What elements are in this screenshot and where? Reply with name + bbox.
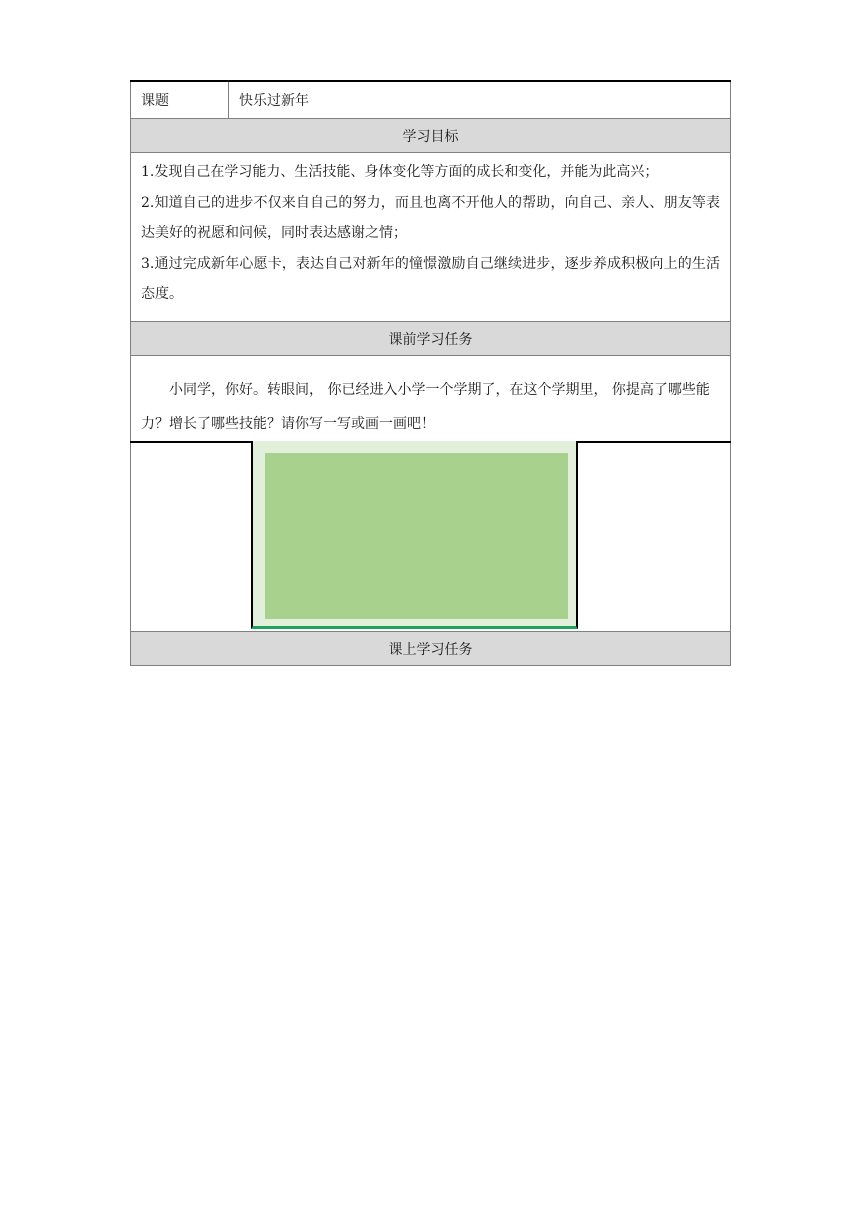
goals-list xyxy=(131,153,731,322)
goal-item: 2.知道自己的进步不仅来自自己的努力，而且也离不开他人的帮助，向自己、亲人、朋友等表达美好的祝愿和问候，同时表达感谢之情； xyxy=(141,194,720,241)
in-class-task-header: 课上学习任务 xyxy=(131,632,731,666)
goals-row xyxy=(131,153,731,322)
topic-label: 课题 xyxy=(131,81,229,119)
topic-row xyxy=(131,81,731,119)
in-class-task-header-row xyxy=(131,632,731,666)
goals-header: 学习目标 xyxy=(131,119,731,153)
lesson-plan-table xyxy=(130,80,731,666)
image-fill xyxy=(265,453,568,619)
pre-class-task-header-row xyxy=(131,322,731,356)
pre-class-task-header: 课前学习任务 xyxy=(131,322,731,356)
goal-item: 1.发现自己在学习能力、生活技能、身体变化等方面的成长和变化，并能为此高兴； xyxy=(141,164,659,180)
pre-class-task-row xyxy=(131,356,731,443)
topic-value: 快乐过新年 xyxy=(229,81,731,119)
goal-item: 3.通过完成新年心愿卡，表达自己对新年的憧憬激励自己继续进步，逐步养成积极向上的生活态度。 xyxy=(141,255,720,302)
pre-class-task-text: 小同学，你好。转眼间， 你已经进入小学一个学期了，在这个学期里， 你提高了哪些能力？增长了哪些技能？请你写一写或画一画吧！ xyxy=(141,382,710,432)
image-row xyxy=(131,442,731,632)
pre-class-task-cell xyxy=(131,356,731,443)
goals-header-row xyxy=(131,119,731,153)
image-cell xyxy=(131,442,731,632)
image-placeholder xyxy=(251,441,578,629)
